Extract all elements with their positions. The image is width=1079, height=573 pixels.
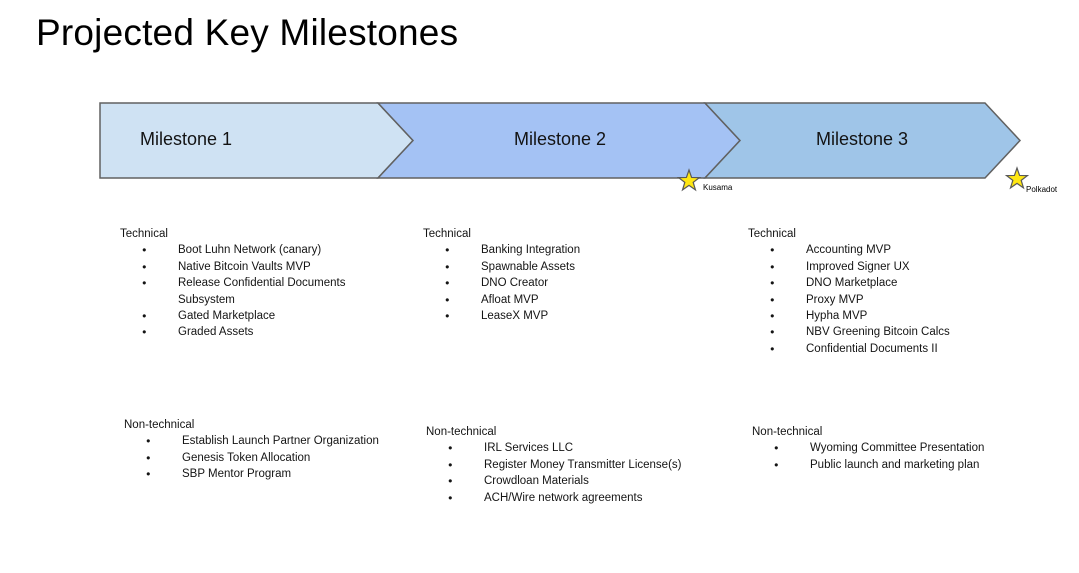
non-technical-heading: Non-technical xyxy=(124,419,195,431)
list-item-text: Register Money Transmitter License(s) xyxy=(484,458,682,471)
list-item xyxy=(423,259,683,275)
polkadot-marker-label: Polkadot xyxy=(1026,185,1058,194)
list-item-text: ACH/Wire network agreements xyxy=(484,491,643,504)
bullet-icon: ● xyxy=(448,459,453,469)
list-item xyxy=(423,308,683,324)
bullet-icon: ● xyxy=(774,443,779,453)
bullet-icon: ● xyxy=(445,261,450,271)
list-item-text: LeaseX MVP xyxy=(481,310,549,323)
list-item xyxy=(423,292,683,308)
page-title: Projected Key Milestones xyxy=(36,12,459,53)
list-item-text: Improved Signer UX xyxy=(806,260,910,273)
non-technical-heading: Non-technical xyxy=(426,426,497,438)
list-item xyxy=(120,242,380,258)
bullet-icon: ● xyxy=(146,469,151,479)
technical-items xyxy=(120,242,380,340)
list-item xyxy=(426,440,686,456)
list-item xyxy=(752,457,1072,473)
list-item-text: DNO Marketplace xyxy=(806,277,898,290)
list-item xyxy=(423,275,683,291)
list-item-text: Spawnable Assets xyxy=(481,260,575,273)
list-item-text: Native Bitcoin Vaults MVP xyxy=(178,260,311,273)
list-item-text: Crowdloan Materials xyxy=(484,475,589,488)
bullet-icon: ● xyxy=(445,311,450,321)
list-item-text: Graded Assets xyxy=(178,326,254,339)
technical-heading: Technical xyxy=(423,228,471,240)
non-technical-heading: Non-technical xyxy=(752,426,823,438)
polkadot-star-icon xyxy=(1007,168,1028,188)
list-item xyxy=(748,341,1068,357)
milestone-2-technical-list xyxy=(423,226,683,324)
list-item-text: Public launch and marketing plan xyxy=(810,458,980,471)
bullet-icon: ● xyxy=(770,261,775,271)
bullet-icon: ● xyxy=(142,327,147,337)
list-item-text: Establish Launch Partner Organization xyxy=(182,435,379,448)
non-technical-items xyxy=(752,440,1072,473)
bullet-icon: ● xyxy=(448,492,453,502)
bullet-icon: ● xyxy=(770,327,775,337)
bullet-icon: ● xyxy=(448,476,453,486)
list-item xyxy=(120,275,380,308)
bullet-icon: ● xyxy=(445,278,450,288)
list-item-text: Accounting MVP xyxy=(806,244,892,257)
bullet-icon: ● xyxy=(448,443,453,453)
list-item xyxy=(748,308,1068,324)
list-item-text: DNO Creator xyxy=(481,277,549,290)
bullet-icon: ● xyxy=(770,245,775,255)
list-item-text: Hypha MVP xyxy=(806,310,868,323)
list-item xyxy=(748,275,1068,291)
bullet-icon: ● xyxy=(774,459,779,469)
list-item xyxy=(124,450,384,466)
technical-heading: Technical xyxy=(120,228,168,240)
list-item xyxy=(426,473,686,489)
list-item-text: Banking Integration xyxy=(481,244,581,257)
bullet-icon: ● xyxy=(445,294,450,304)
list-item-text: Afloat MVP xyxy=(481,293,539,306)
milestone-2-non-technical-list xyxy=(426,424,686,506)
list-item-text: NBV Greening Bitcoin Calcs xyxy=(806,326,950,339)
kusama-marker-label: Kusama xyxy=(703,183,733,192)
list-item-text: Wyoming Committee Presentation xyxy=(810,442,985,455)
list-item xyxy=(426,457,686,473)
milestone-3-non-technical-list xyxy=(752,424,1072,473)
list-item-text: Genesis Token Allocation xyxy=(182,451,311,464)
non-technical-items xyxy=(426,440,686,506)
milestone-1-non-technical-list xyxy=(124,417,384,483)
bullet-icon: ● xyxy=(142,278,147,288)
milestone-1-technical-list xyxy=(120,226,380,341)
bullet-icon: ● xyxy=(142,245,147,255)
list-item-text: Gated Marketplace xyxy=(178,310,276,323)
bullet-icon: ● xyxy=(445,245,450,255)
bullet-icon: ● xyxy=(146,436,151,446)
list-item xyxy=(124,466,384,482)
list-item-text: SBP Mentor Program xyxy=(182,468,292,481)
list-item xyxy=(748,292,1068,308)
list-item xyxy=(120,324,380,340)
milestone-3-label: Milestone 3 xyxy=(815,129,909,149)
milestone-1-label: Milestone 1 xyxy=(140,129,233,149)
list-item xyxy=(120,308,380,324)
bullet-icon: ● xyxy=(770,278,775,288)
list-item xyxy=(426,490,686,506)
list-item xyxy=(752,440,1072,456)
list-item-text: Release Confidential Documents Subsystem xyxy=(178,277,346,306)
list-item xyxy=(120,259,380,275)
list-item-text: Confidential Documents II xyxy=(806,342,938,355)
bullet-icon: ● xyxy=(770,343,775,353)
non-technical-items xyxy=(124,433,384,482)
list-item xyxy=(748,259,1068,275)
technical-heading: Technical xyxy=(748,228,796,240)
list-item xyxy=(748,242,1068,258)
milestone-3-technical-list xyxy=(748,226,1068,357)
list-item-text: IRL Services LLC xyxy=(484,442,574,455)
bullet-icon: ● xyxy=(770,294,775,304)
bullet-icon: ● xyxy=(142,311,147,321)
list-item xyxy=(748,324,1068,340)
list-item xyxy=(124,433,384,449)
milestone-2-label: Milestone 2 xyxy=(513,129,607,149)
list-item xyxy=(423,242,683,258)
bullet-icon: ● xyxy=(142,261,147,271)
bullet-icon: ● xyxy=(770,311,775,321)
bullet-icon: ● xyxy=(146,452,151,462)
list-item-text: Proxy MVP xyxy=(806,293,864,306)
list-item-text: Boot Luhn Network (canary) xyxy=(178,244,322,257)
technical-items xyxy=(748,242,1068,357)
technical-items xyxy=(423,242,683,324)
